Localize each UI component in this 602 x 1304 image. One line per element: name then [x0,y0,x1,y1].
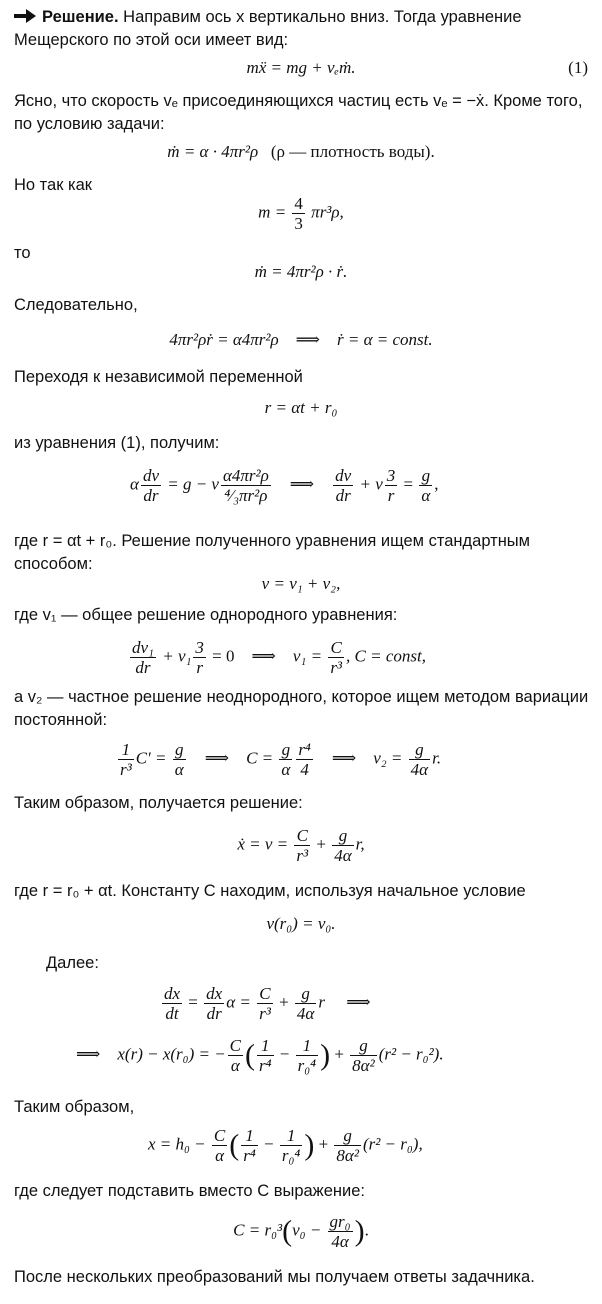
equation-10: $\frac{1}{\text{r³}}$ C′ = $\frac{g}{\alpha}$ ⟹ C = $\frac{g}{\alpha}$ $\frac{\text{r⁴}}{4}$ ⟹ v₂ = $\frac{g}{4\alpha}$ r. [120,740,442,779]
equation-1: mẍ = mg + vₑṁ. (1) [246,58,588,77]
paragraph-3: Но так как [14,176,93,194]
equation-2: ṁ = α · 4πr²ρ (ρ — плотность воды). [167,142,435,161]
paragraph-7: из уравнения (1), получим: [14,434,220,452]
solution-label: Решение. [42,8,119,26]
paragraph-2: Ясно, что скорость vₑ присоединяющихся частиц есть vₑ = −ẋ. Кроме того, по условию задачи: [14,92,583,133]
equation-number: (1) [568,58,588,77]
equation-4: ṁ = 4πr²ρ · ṙ. [254,262,348,281]
equation-3: m = $\frac{4}{3}$ πr³ρ, [258,194,344,233]
paragraph-10: а v₂ — частное решение неоднородного, которое ищем методом вариации постоянной: [14,688,589,729]
equation-9: $\frac{\text{dv₁}}{dr}$ + v₁ $\frac{3}{r}$ = 0 ⟹ v₁ = $\frac{C}{\text{r³}}$ , C = const, [132,638,426,677]
paragraph-8: где r = αt + r₀. Решение полученного уравнения ищем стандартным способом: [14,532,531,573]
solution-arrow-icon [14,9,36,23]
equation-14: ⟹ x(r) − x(r₀) = − $\frac{C}{\alpha}$ ( $\frac{1}{\text{r⁴}}$ − $\frac{1}{\text{r₀⁴}}$ ) + $\frac{g}{\text{8α²}}$ (r² − r₀²). [76,1036,444,1075]
paragraph-4: то [14,244,31,262]
equation-6: r = αt + r₀ [264,398,338,417]
paragraph-intro [14,6,592,52]
equation-7: α $\frac{dv}{dr}$ = g − v $\frac{\text{α4πr²ρ}}{\text{⁴⁄₃πr²ρ}}$ ⟹ $\frac{dv}{dr}$ + v $\frac{3}{r}$ = $\frac{g}{\alpha}$ , [130,466,439,505]
equation-16: C = r₀³(v₀ − $\frac{\text{gr₀}}{4\alpha}$ ). [233,1212,369,1251]
paragraph-12: где r = r₀ + αt. Константу C находим, используя начальное условие [14,882,526,900]
equation-15: x = h₀ − $\frac{C}{\alpha}$ ( $\frac{1}{\text{r⁴}}$ − $\frac{1}{\text{r₀⁴}}$ ) + $\frac{g}{\text{8α²}}$ (r² − r₀), [148,1126,423,1165]
paragraph-14: Таким образом, [14,1098,135,1116]
paragraph-9: где v₁ — общее решение однородного уравнения: [14,606,398,624]
paragraph-11: Таким образом, получается решение: [14,794,303,812]
equation-5: 4πr²ρṙ = α4πr²ρ ⟹ ṙ = α = const. [169,330,433,349]
paragraph-5: Следовательно, [14,296,138,314]
paragraph-16: После нескольких преобразований мы получаем ответы задачника. [14,1268,535,1286]
equation-11: ẋ = v = $\frac{C}{\text{r³}}$ + $\frac{g}{4\alpha}$ r, [237,826,365,865]
paragraph-6: Переходя к независимой переменной [14,368,303,386]
equation-12: v(r₀) = v₀. [266,914,336,933]
paragraph-13: Далее: [46,954,99,972]
text-1: Направим ось x вертикально вниз. Тогда уравнение Мещерского по этой оси имеет вид: [14,8,522,49]
paragraph-15: где следует подставить вместо C выражение: [14,1182,365,1200]
equation-8: v = v₁ + v₂, [261,574,341,593]
equation-13: $\frac{dx}{dt}$ = $\frac{dx}{dr}$ α = $\frac{C}{\text{r³}}$ + $\frac{g}{4\alpha}$ r ⟹ [164,984,371,1023]
